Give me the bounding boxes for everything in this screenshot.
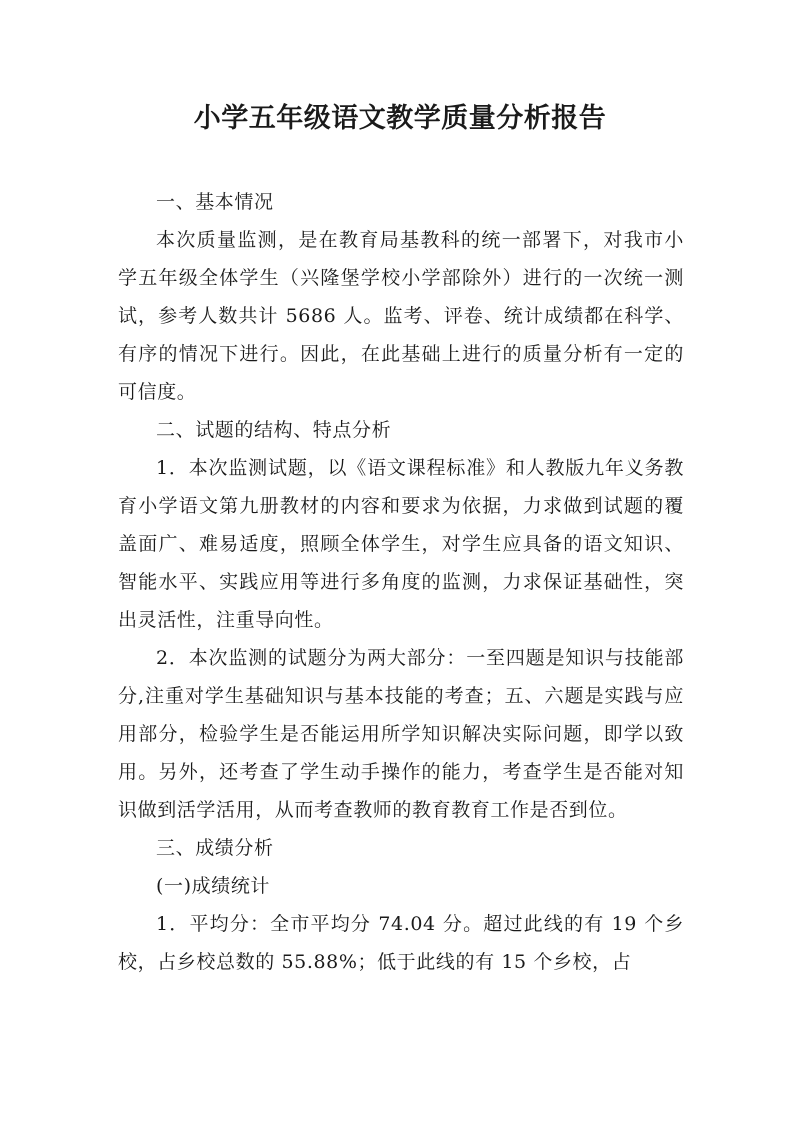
section-heading-score-analysis: 三、成绩分析 xyxy=(156,837,274,859)
paragraph-basic-situation: 本次质量监测，是在教育局基教科的统一部署下，对我市小学五年级全体学生（兴隆堡学校小学部除外）进行的一次统一测试，参考人数共计 5686 人。监考、评卷、统计成绩都在科学、有序的情况下进行。因此，在此基础上进行的质量分析有一定的可信度。 xyxy=(118,229,684,403)
subsection-heading-score-statistics: (一)成绩统计 xyxy=(156,875,271,897)
section-heading-test-structure: 二、试题的结构、特点分析 xyxy=(156,419,392,441)
document-title: 小学五年级语文教学质量分析报告 xyxy=(193,103,607,134)
paragraph-test-structure-2: 2．本次监测的试题分为两大部分：一至四题是知识与技能部分,注重对学生基础知识与基本技能的考查；五、六题是实践与应用部分，检验学生是否能运用所学知识解决实际问题，即学以致用。另外，还考查了学生动手操作的能力，考查学生是否能对知识做到活学活用，从而考查教师的教育教育工作是否到位。 xyxy=(118,647,684,821)
section-heading-basic-situation: 一、基本情况 xyxy=(156,191,274,213)
paragraph-average-score: 1．平均分：全市平均分 74.04 分。超过此线的有 19 个乡校，占乡校总数的 55.88%；低于此线的有 15 个乡校，占 xyxy=(118,913,684,973)
document-body xyxy=(118,183,684,981)
paragraph-test-structure-1: 1．本次监测试题，以《语文课程标准》和人教版九年义务教育小学语文第九册教材的内容和要求为依据，力求做到试题的覆盖面广、难易适度，照顾全体学生，对学生应具备的语文知识、智能水平、实践应用等进行多角度的监测，力求保证基础性，突出灵活性，注重导向性。 xyxy=(118,457,684,631)
